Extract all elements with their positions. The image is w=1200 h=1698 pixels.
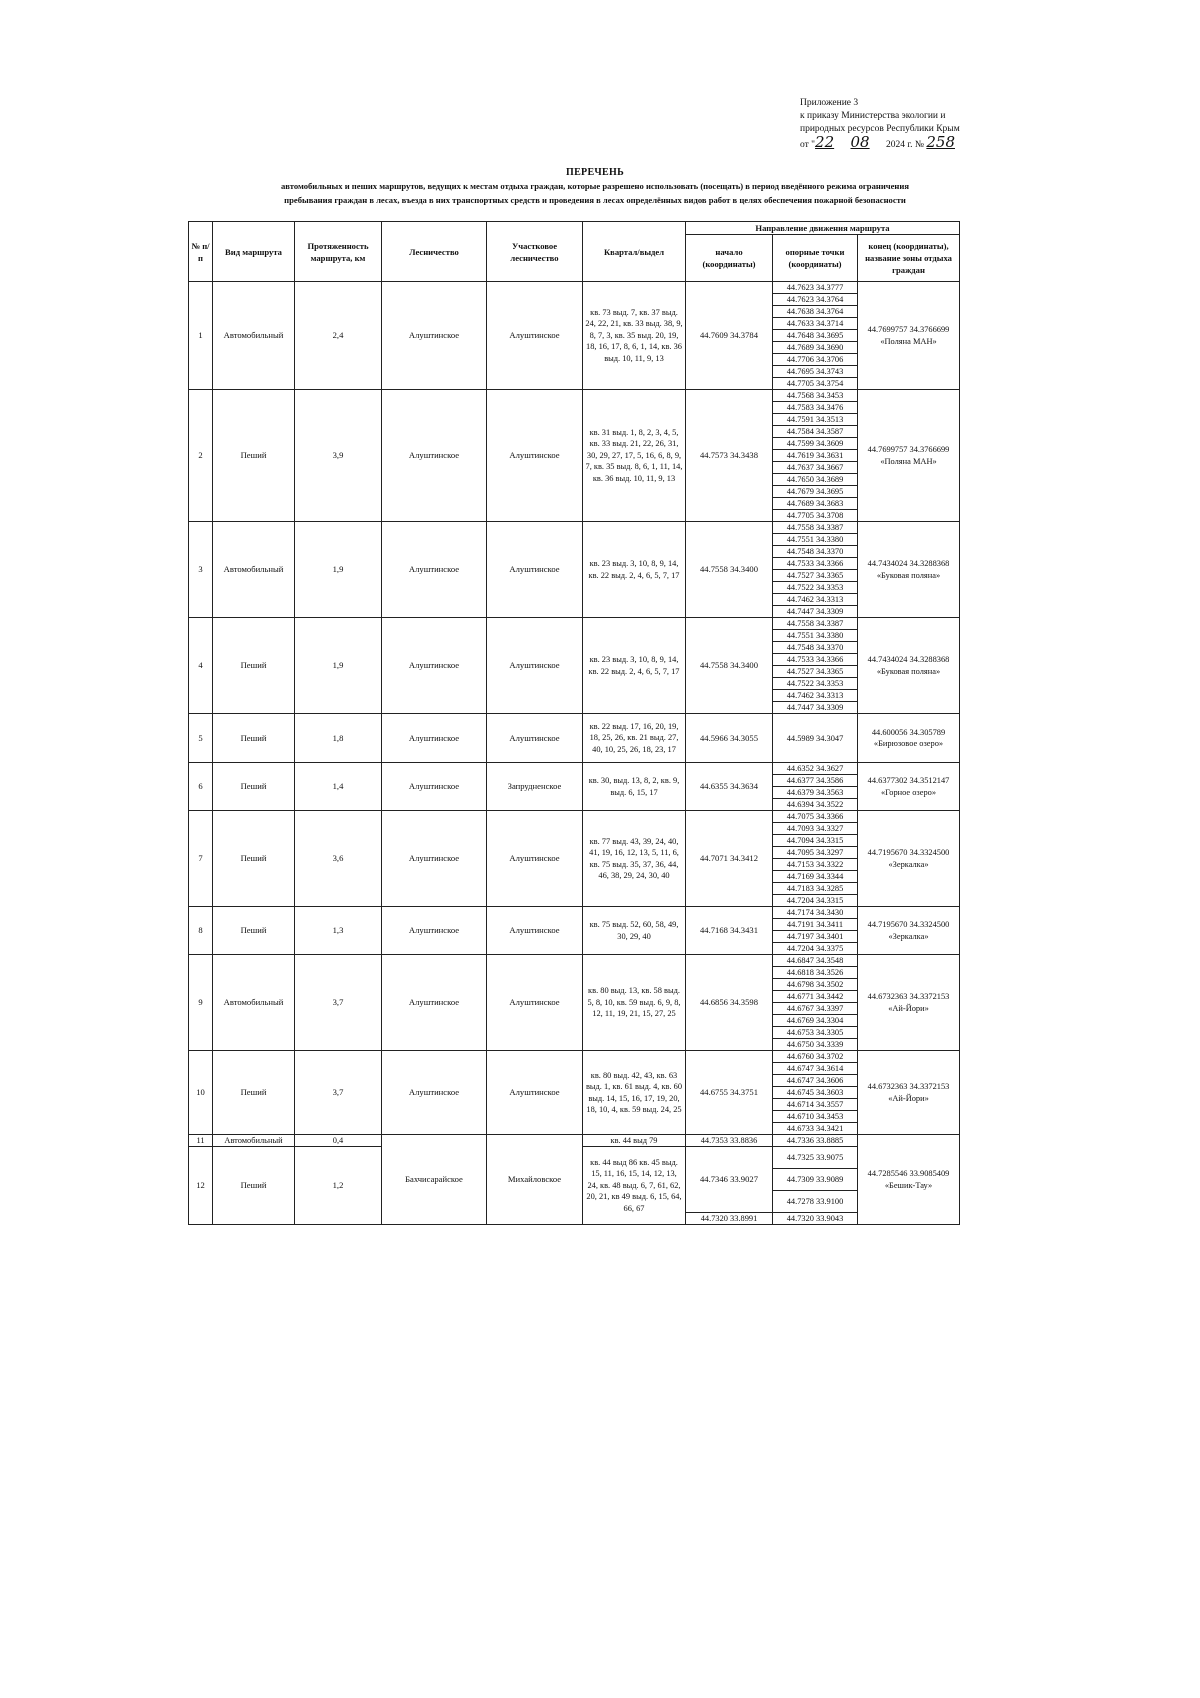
table-row: [189, 811, 960, 823]
quarter-list: кв. 30, выд. 13, 8, 2, кв. 9, выд. 6, 15, 17: [583, 763, 686, 811]
forestry-name: Бахчисарайское: [382, 1135, 487, 1225]
date-year: 2024 г. №: [885, 140, 924, 150]
waypoint-coords: 44.5989 34.3047: [773, 714, 858, 763]
start-coords-extra: 44.7320 33.8991: [686, 1213, 773, 1225]
quarter-list: кв. 80 выд. 42, 43, кв. 63 выд. 1, кв. 61 выд. 4, кв. 60 выд. 14, 15, 16, 17, 19, 20, 18, 10, 4, кв. 59 выд. 24, 25: [583, 1051, 686, 1135]
waypoint-coords: 44.6750 34.3339: [773, 1039, 858, 1051]
route-type: Пеший: [213, 714, 295, 763]
quarter-list: кв. 31 выд. 1, 8, 2, 3, 4, 5, кв. 33 выд. 21, 22, 26, 31, 30, 29, 27, 17, 5, 16, 6, 8, 9, 7, кв. 35 выд. 8, 6, 1, 11, 14, кв. 36 выд. 10, 11, 9, 13: [583, 390, 686, 522]
waypoint-coords: 44.7204 34.3375: [773, 943, 858, 955]
route-length: 3,7: [295, 1051, 382, 1135]
table-header: [189, 222, 960, 282]
header-points: опорные точки (координаты): [773, 235, 858, 282]
waypoint-coords: 44.7197 34.3401: [773, 931, 858, 943]
waypoint-coords: 44.7153 34.3322: [773, 859, 858, 871]
route-type: Пеший: [213, 618, 295, 714]
header-type: Вид маршрута: [213, 222, 295, 282]
district-name: Алуштинское: [487, 522, 583, 618]
waypoint-coords: 44.7695 34.3743: [773, 366, 858, 378]
route-type: Автомобильный: [213, 282, 295, 390]
waypoint-coords: 44.7619 34.3631: [773, 450, 858, 462]
waypoint-coords: 44.7551 34.3380: [773, 630, 858, 642]
waypoint-coords: 44.7183 34.3285: [773, 883, 858, 895]
end-zone: 44.7285546 33.9085409 «Бешик-Тау»: [858, 1135, 960, 1225]
waypoint-coords: 44.7705 34.3708: [773, 510, 858, 522]
district-name: Алуштинское: [487, 618, 583, 714]
waypoint-coords: 44.7174 34.3430: [773, 907, 858, 919]
waypoint-coords: 44.7638 34.3764: [773, 306, 858, 318]
waypoint-coords: 44.7447 34.3309: [773, 702, 858, 714]
header-forestry: Лесничество: [382, 222, 487, 282]
quarter-list: кв. 44 выд 79: [583, 1135, 686, 1147]
waypoint-coords: 44.7591 34.3513: [773, 414, 858, 426]
routes-table: [188, 221, 960, 1225]
quarter-list: кв. 44 выд 86 кв. 45 выд. 15, 11, 16, 15, 14, 12, 13, 24, кв. 48 выд. 6, 7, 61, 62, 20, 21, кв 49 выд. 6, 15, 64, 66, 67: [583, 1147, 686, 1225]
waypoint-coords: 44.7584 34.3587: [773, 426, 858, 438]
start-coords: 44.7353 33.8836: [686, 1135, 773, 1147]
route-length: 1,9: [295, 618, 382, 714]
waypoint-coords: 44.7650 34.3689: [773, 474, 858, 486]
waypoint-coords: 44.7706 34.3706: [773, 354, 858, 366]
waypoint-coords: 44.7623 34.3764: [773, 294, 858, 306]
table-row: [189, 618, 960, 630]
waypoint-coords: 44.7533 34.3366: [773, 654, 858, 666]
waypoint-coords: 44.6377 34.3586: [773, 775, 858, 787]
end-zone: 44.7434024 34.3288368 «Буковая поляна»: [858, 618, 960, 714]
route-length: 3,9: [295, 390, 382, 522]
quarter-list: кв. 23 выд. 3, 10, 8, 9, 14, кв. 22 выд. 2, 4, 6, 5, 7, 17: [583, 618, 686, 714]
waypoint-coords: 44.6352 34.3627: [773, 763, 858, 775]
forestry-name: Алуштинское: [382, 763, 487, 811]
waypoint-coords: 44.6769 34.3304: [773, 1015, 858, 1027]
district-name: Алуштинское: [487, 282, 583, 390]
waypoint-coords: 44.7689 34.3683: [773, 498, 858, 510]
date-prefix: от ": [800, 140, 816, 150]
forestry-name: Алуштинское: [382, 811, 487, 907]
appendix-line-3: природных ресурсов Республики Крым: [800, 124, 960, 134]
forestry-name: Алуштинское: [382, 618, 487, 714]
waypoint-coords: 44.7522 34.3353: [773, 582, 858, 594]
waypoint-coords: 44.6394 34.3522: [773, 799, 858, 811]
header-end: конец (координаты), название зоны отдыха граждан: [858, 235, 960, 282]
waypoint-coords: 44.7204 34.3315: [773, 895, 858, 907]
end-zone: 44.7699757 34.3766699 «Поляна МАН»: [858, 390, 960, 522]
waypoint-coords: 44.7325 33.9075: [773, 1147, 858, 1169]
route-type: Пеший: [213, 1147, 295, 1225]
route-length: 3,6: [295, 811, 382, 907]
waypoint-coords: 44.7095 34.3297: [773, 847, 858, 859]
route-length: 0,4: [295, 1135, 382, 1147]
row-num: 6: [189, 763, 213, 811]
start-coords: 44.7071 34.3412: [686, 811, 773, 907]
appendix-line-2: к приказу Министерства экологии и: [800, 111, 946, 121]
forestry-name: Алуштинское: [382, 522, 487, 618]
table-row: [189, 522, 960, 534]
appendix-date-line: [800, 133, 1000, 152]
end-zone: 44.7699757 34.3766699 «Поляна МАН»: [858, 282, 960, 390]
waypoint-coords: 44.6747 34.3606: [773, 1075, 858, 1087]
document-subtitle-line-2: пребывания граждан в лесах, въезда в них транспортных средств и проведения в лесах определённых видов работ в целях обеспечения пожарной безопасности: [284, 195, 906, 205]
waypoint-coords: 44.6745 34.3603: [773, 1087, 858, 1099]
quarter-list: кв. 80 выд. 13, кв. 58 выд. 5, 8, 10, кв. 59 выд. 6, 9, 8, 12, 11, 19, 21, 15, 27, 25: [583, 955, 686, 1051]
waypoint-coords: 44.7648 34.3695: [773, 330, 858, 342]
end-zone: 44.600056 34.305789 «Бирюзовое озеро»: [858, 714, 960, 763]
waypoint-coords: 44.6753 34.3305: [773, 1027, 858, 1039]
appendix-line-1: Приложение 3: [800, 98, 859, 108]
forestry-name: Алуштинское: [382, 1051, 487, 1135]
start-coords: 44.7609 34.3784: [686, 282, 773, 390]
waypoint-coords: 44.7522 34.3353: [773, 678, 858, 690]
route-type: Пеший: [213, 390, 295, 522]
forestry-name: Алуштинское: [382, 955, 487, 1051]
waypoint-coords: 44.7527 34.3365: [773, 570, 858, 582]
route-length: 1,3: [295, 907, 382, 955]
waypoint-coords: 44.7075 34.3366: [773, 811, 858, 823]
table-row: [189, 907, 960, 919]
route-type: Пеший: [213, 907, 295, 955]
route-type: Пеший: [213, 811, 295, 907]
waypoint-coords: 44.6760 34.3702: [773, 1051, 858, 1063]
forestry-name: Алуштинское: [382, 907, 487, 955]
start-coords: 44.7573 34.3438: [686, 390, 773, 522]
district-name: Михайловское: [487, 1135, 583, 1225]
waypoint-coords: 44.7548 34.3370: [773, 546, 858, 558]
route-length: 1,4: [295, 763, 382, 811]
waypoint-coords: 44.7623 34.3777: [773, 282, 858, 294]
waypoint-coords: 44.7320 33.9043: [773, 1213, 858, 1225]
date-month: 08: [850, 133, 870, 151]
waypoint-coords: 44.7462 34.3313: [773, 690, 858, 702]
row-num: 11: [189, 1135, 213, 1147]
waypoint-coords: 44.7336 33.8885: [773, 1135, 858, 1147]
header-start: начало (координаты): [686, 235, 773, 282]
waypoint-coords: 44.6771 34.3442: [773, 991, 858, 1003]
end-zone: 44.6732363 34.3372153 «Ай-Йори»: [858, 1051, 960, 1135]
header-direction: Направление движения маршрута: [686, 222, 960, 235]
start-coords: 44.6355 34.3634: [686, 763, 773, 811]
row-num: 12: [189, 1147, 213, 1225]
document-subtitle-line-1: автомобильных и пеших маршрутов, ведущих к местам отдыха граждан, которые разрешено использовать (посещать) в период введённого режима ограничения: [280, 181, 909, 191]
order-number: 258: [926, 133, 955, 151]
header-num: № п/п: [189, 222, 213, 282]
start-coords: 44.7558 34.3400: [686, 618, 773, 714]
waypoint-coords: 44.7169 34.3344: [773, 871, 858, 883]
route-length: 3,7: [295, 955, 382, 1051]
end-zone: 44.7434024 34.3288368 «Буковая поляна»: [858, 522, 960, 618]
waypoint-coords: 44.6767 34.3397: [773, 1003, 858, 1015]
waypoint-coords: 44.7533 34.3366: [773, 558, 858, 570]
row-num: 4: [189, 618, 213, 714]
header-quarter: Квартал/выдел: [583, 222, 686, 282]
district-name: Алуштинское: [487, 1051, 583, 1135]
header-length: Протяженность маршрута, км: [295, 222, 382, 282]
appendix-block: [800, 97, 1000, 152]
quarter-list: кв. 23 выд. 3, 10, 8, 9, 14, кв. 22 выд. 2, 4, 6, 5, 7, 17: [583, 522, 686, 618]
table-row: [189, 1135, 960, 1147]
route-length: 1,8: [295, 714, 382, 763]
waypoint-coords: 44.7558 34.3387: [773, 522, 858, 534]
row-num: 3: [189, 522, 213, 618]
route-length: 1,9: [295, 522, 382, 618]
waypoint-coords: 44.7093 34.3327: [773, 823, 858, 835]
start-coords: 44.6755 34.3751: [686, 1051, 773, 1135]
waypoint-coords: 44.7679 34.3695: [773, 486, 858, 498]
waypoint-coords: 44.7191 34.3411: [773, 919, 858, 931]
route-length: 1,2: [295, 1147, 382, 1225]
waypoint-coords: 44.7599 34.3609: [773, 438, 858, 450]
table-row: [189, 763, 960, 775]
header-district: Участковое лесничество: [487, 222, 583, 282]
waypoint-coords: 44.7633 34.3714: [773, 318, 858, 330]
end-zone: 44.7195670 34.3324500 «Зеркалка»: [858, 811, 960, 907]
waypoint-coords: 44.7447 34.3309: [773, 606, 858, 618]
waypoint-coords: 44.7689 34.3690: [773, 342, 858, 354]
row-num: 9: [189, 955, 213, 1051]
row-num: 7: [189, 811, 213, 907]
waypoint-coords: 44.7583 34.3476: [773, 402, 858, 414]
district-name: Алуштинское: [487, 955, 583, 1051]
waypoint-coords: 44.7527 34.3365: [773, 666, 858, 678]
quarter-list: кв. 75 выд. 52, 60, 58, 49, 30, 29, 40: [583, 907, 686, 955]
district-name: Алуштинское: [487, 714, 583, 763]
waypoint-coords: 44.6747 34.3614: [773, 1063, 858, 1075]
district-name: Алуштинское: [487, 811, 583, 907]
waypoint-coords: 44.7637 34.3667: [773, 462, 858, 474]
start-coords: 44.6856 34.3598: [686, 955, 773, 1051]
district-name: Алуштинское: [487, 390, 583, 522]
table-row: [189, 714, 960, 763]
waypoint-coords: 44.7568 34.3453: [773, 390, 858, 402]
route-type: Автомобильный: [213, 522, 295, 618]
row-num: 5: [189, 714, 213, 763]
district-name: Алуштинское: [487, 907, 583, 955]
document-title: ПЕРЕЧЕНЬ: [565, 167, 625, 178]
table-row: [189, 282, 960, 294]
quarter-list: кв. 77 выд. 43, 39, 24, 40, 41, 19, 16, 12, 13, 5, 11, 6, кв. 75 выд. 35, 37, 36, 44, 46, 38, 29, 24, 30, 40: [583, 811, 686, 907]
waypoint-coords: 44.6733 34.3421: [773, 1123, 858, 1135]
end-zone: 44.7195670 34.3324500 «Зеркалка»: [858, 907, 960, 955]
waypoint-coords: 44.6379 34.3563: [773, 787, 858, 799]
end-zone: 44.6732363 34.3372153 «Ай-Йори»: [858, 955, 960, 1051]
route-length: 2,4: [295, 282, 382, 390]
waypoint-coords: 44.7462 34.3313: [773, 594, 858, 606]
forestry-name: Алуштинское: [382, 282, 487, 390]
district-name: Запрудненское: [487, 763, 583, 811]
waypoint-coords: 44.7551 34.3380: [773, 534, 858, 546]
route-type: Автомобильный: [213, 955, 295, 1051]
quarter-list: кв. 22 выд. 17, 16, 20, 19, 18, 25, 26, кв. 21 выд. 27, 40, 10, 25, 26, 18, 23, 17: [583, 714, 686, 763]
waypoint-coords: 44.6818 34.3526: [773, 967, 858, 979]
waypoint-coords: 44.7705 34.3754: [773, 378, 858, 390]
waypoint-coords: 44.6714 34.3557: [773, 1099, 858, 1111]
forestry-name: Алуштинское: [382, 714, 487, 763]
end-zone: 44.6377302 34.3512147 «Горное озеро»: [858, 763, 960, 811]
table-body: [189, 282, 960, 1225]
start-coords: 44.7558 34.3400: [686, 522, 773, 618]
row-num: 10: [189, 1051, 213, 1135]
table-row: [189, 955, 960, 967]
waypoint-coords: 44.7094 34.3315: [773, 835, 858, 847]
start-coords: 44.5966 34.3055: [686, 714, 773, 763]
table-row: [189, 1051, 960, 1063]
waypoint-coords: 44.7309 33.9089: [773, 1169, 858, 1191]
start-coords: 44.7168 34.3431: [686, 907, 773, 955]
table-row: [189, 390, 960, 402]
row-num: 1: [189, 282, 213, 390]
quarter-list: кв. 73 выд. 7, кв. 37 выд. 24, 22, 21, кв. 33 выд. 38, 9, 8, 7, 3, кв. 35 выд. 20, 19, 18, 16, 17, 8, 6, 1, 14, кв. 36 выд. 10, 11, 9, 13: [583, 282, 686, 390]
row-num: 8: [189, 907, 213, 955]
waypoint-coords: 44.6847 34.3548: [773, 955, 858, 967]
waypoint-coords: 44.7548 34.3370: [773, 642, 858, 654]
route-type: Автомобильный: [213, 1135, 295, 1147]
document-heading: [200, 167, 990, 206]
waypoint-coords: 44.7558 34.3387: [773, 618, 858, 630]
row-num: 2: [189, 390, 213, 522]
route-type: Пеший: [213, 1051, 295, 1135]
waypoint-coords: 44.7278 33.9100: [773, 1191, 858, 1213]
waypoint-coords: 44.6710 34.3453: [773, 1111, 858, 1123]
start-coords: 44.7346 33.9027: [686, 1147, 773, 1213]
route-type: Пеший: [213, 763, 295, 811]
date-day: 22: [815, 133, 835, 151]
waypoint-coords: 44.6798 34.3502: [773, 979, 858, 991]
forestry-name: Алуштинское: [382, 390, 487, 522]
